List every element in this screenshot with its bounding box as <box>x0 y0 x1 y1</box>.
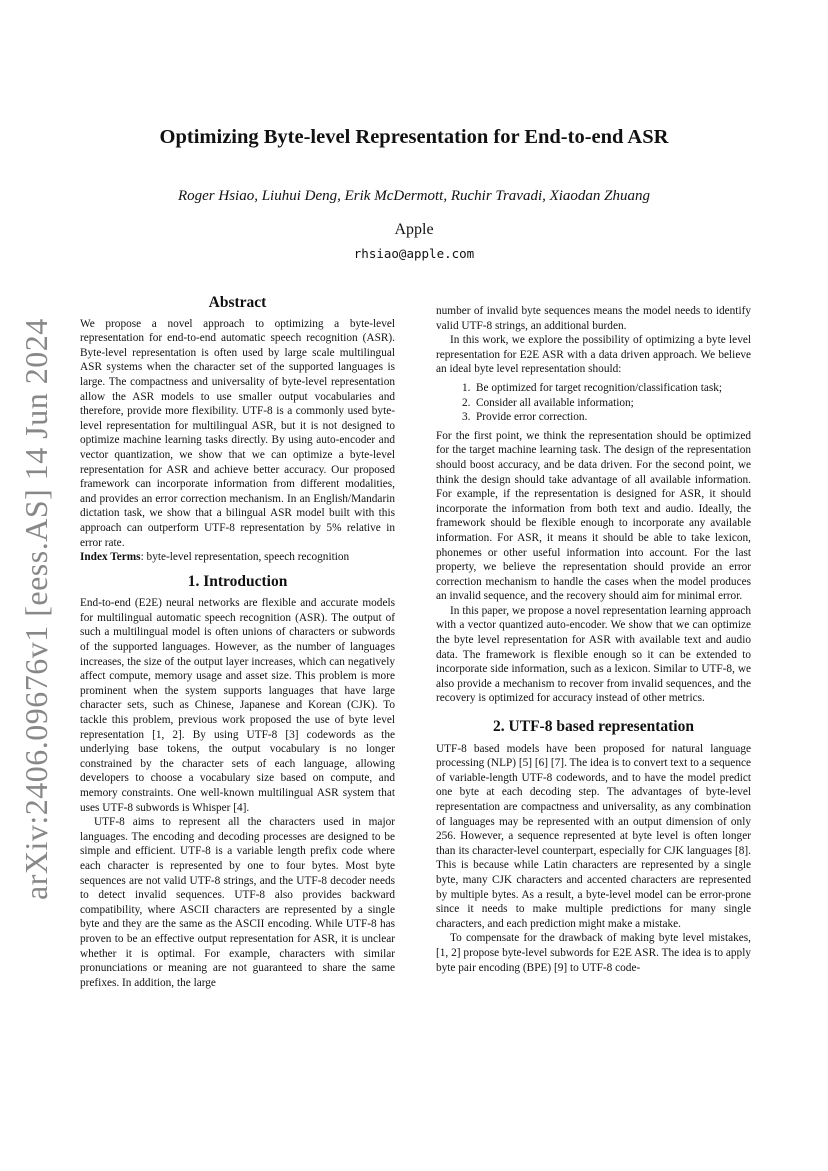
author-email: rhsiao@apple.com <box>353 246 475 261</box>
intro-paragraph-6: In this paper, we propose a novel representation learning approach with a vector quantized auto-encoder. We show that we can optimize the byte level representation for ASR with available text and audio data. The framework is flexible enough so it can be extended to incorporate side information, such as a lexicon. Similar to UTF-8, we also provide a mechanism to recover from invalid sequences, and the recovery is optimized for accuracy instead of other metrics. <box>436 604 751 705</box>
requirements-list <box>436 381 751 425</box>
abstract-heading: Abstract <box>208 294 267 311</box>
intro-paragraph-2: UTF-8 aims to represent all the characters used in major languages. The encoding and decoding processes are designed to be simple and efficient. UTF-8 is a variable length prefix code where each character is represented by one to four bytes. Most byte sequences are not valid UTF-8 strings, and the UTF-8 decoder needs to detect invalid sequences. UTF-8 also provides backward compatibility, where ASCII characters are represented by a single byte and they are the same as the ASCII encoding. While UTF-8 has proven to be an effective output representation for ASR, it is unclear whether it is optimal. For example, characters with similar pronunciations or meaning are not guaranteed to share the same prefixes. In addition, the large <box>80 816 395 989</box>
list-number: 2. <box>462 396 471 409</box>
author-list: Roger Hsiao, Liuhui Deng, Erik McDermott, Ruchir Travadi, Xiaodan Zhuang <box>177 188 651 204</box>
left-column <box>80 296 395 990</box>
index-terms <box>80 550 395 565</box>
arxiv-sidebar <box>16 318 60 900</box>
utf8-paragraph-1: UTF-8 based models have been proposed for natural language processing (NLP) [5] [6] [7]. The idea is to convert text to a sequence of variable-length UTF-8 codewords, and to have the model predict one byte at each decoding step. The advantages of byte-level representation are compactness and universality, as any combination of languages may be represented with an output dimension of only 256. However, a sequence represented at byte level is often longer than its character-level counterpart, especially for CJK languages [8]. This is because while Latin characters are represented by a single byte, many CJK characters and accented characters are represented by multiple bytes. As a result, a byte-level model can be error-prone since it needs to make multiple predictions for many single characters, and each prediction might make a mistake. <box>436 742 751 930</box>
list-text: Consider all available information; <box>476 396 634 409</box>
intro-paragraph-1: End-to-end (E2E) neural networks are flexible and accurate models for multilingual automatic speech recognition (ASR). The output of such a multilingual model is often unions of characters or subwords of the supported languages. However, as the number of languages increases, the size of the output layer increases, which can negatively affect compute, memory usage and asset size. This problem is more prominent when the system supports languages that have large character sets, such as Chinese, Japanese and Korean (CJK). To tackle this problem, previous work proposed the use of byte level representation [1, 2]. By using UTF-8 [3] codewords as the underlying base tokens, the output vocabulary is no longer constrained by the character sets of each language, allowing developers to choose a vocabulary size based on compute, and memory constraints. One well-known multilingual ASR system that uses UTF-8 subwords is Whisper [4]. <box>80 597 395 814</box>
intro-paragraph-3: number of invalid byte sequences means the model needs to identify valid UTF-8 strings, an additional burden. <box>436 305 751 332</box>
arxiv-identifier: arXiv:2406.09676v1 [eess.AS] 14 Jun 2024 <box>18 318 54 900</box>
list-text: Be optimized for target recognition/classification task; <box>476 381 723 394</box>
intro-paragraph-4: In this work, we explore the possibility of optimizing a byte level representation for E2E ASR with a data driven approach. We believe an ideal byte level representation should: <box>436 334 751 376</box>
list-item <box>436 381 751 396</box>
list-number: 1. <box>462 381 471 394</box>
section-2-heading: 2. UTF-8 based representation <box>493 718 694 736</box>
list-number: 3. <box>462 411 471 424</box>
section-1-heading: 1. Introduction <box>187 572 288 590</box>
utf8-paragraph-2: To compensate for the drawback of making byte level mistakes, [1, 2] propose byte-level subwords for E2E ASR. The idea is to apply byte pair encoding (BPE) [9] to UTF-8 code- <box>436 932 751 974</box>
affiliation: Apple <box>394 221 434 238</box>
intro-paragraph-5: For the first point, we think the representation should be optimized for the target machine learning task. The design of the representation should boost accuracy, and be data driven. For the second point, we think the design should take advantage of all available information. For example, if the representation is designed for ASR, it should incorporate the information from both text and audio. Ideally, the framework should be flexible enough to incorporate any available information. For ASR, it means it should be able to take lexicon, phonemes or other useful information into account. For the last property, we believe the representation should provide an error correction mechanism to handle the cases when the model produces an invalid sequence, and the recovery should aim for minimal error. <box>436 429 751 603</box>
list-item <box>436 410 751 425</box>
list-item <box>436 396 751 411</box>
right-column <box>436 304 751 975</box>
abstract-text: We propose a novel approach to optimizing a byte-level representation for end-to-end automatic speech recognition (ASR). Byte-level representation is often used by large scale multilingual ASR systems when the character set of the supported languages is large. The compactness and universality of byte-level representation allow the ASR models to use smaller output vocabularies and therefore, provide more flexibility. UTF-8 is a commonly used byte-level representation for multilingual ASR, but it is not designed to optimize machine learning tasks directly. By using auto-encoder and vector quantization, we show that we can optimize a byte-level representation for ASR and achieve better accuracy. Our proposed framework can incorporate information from different modalities, and provides an error correction mechanism. In an English/Mandarin dictation task, we show that a bilingual ASR model built with this approach can outperform UTF-8 representation by 5% relative in error rate. <box>80 317 395 549</box>
list-text: Provide error correction. <box>476 411 588 424</box>
paper-title: Optimizing Byte-level Representation for End-to-end ASR <box>159 126 669 148</box>
index-terms-label: Index Terms <box>80 551 141 564</box>
index-terms-text: : byte-level representation, speech recognition <box>140 551 350 564</box>
